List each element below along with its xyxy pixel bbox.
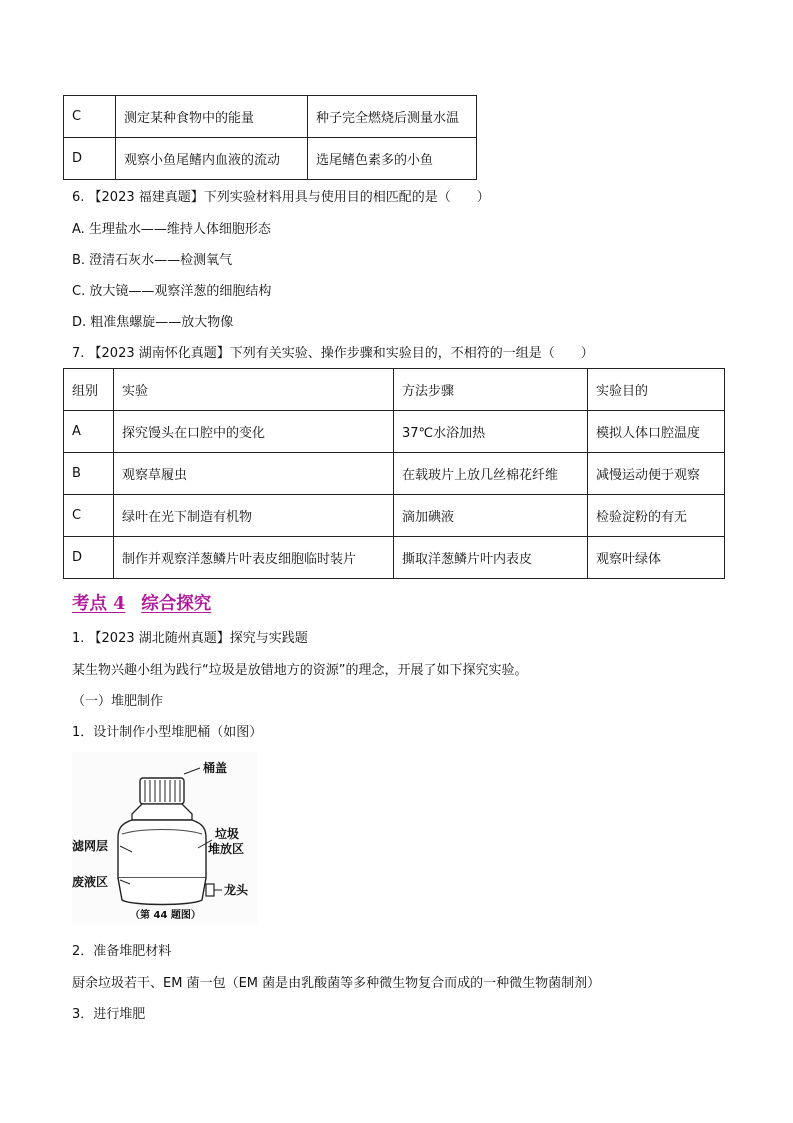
label-liquid: 废液区 — [72, 875, 109, 889]
table-cell: D — [64, 138, 116, 180]
question-1-intro: 某生物兴趣小组为践行“垃圾是放错地方的资源”的理念，开展了如下探究实验。 — [72, 663, 528, 678]
table-cell: B — [64, 453, 114, 495]
table-cell: 探究馒头在口腔中的变化 — [114, 411, 394, 453]
table-header-cell: 组别 — [64, 369, 114, 411]
table-cell: 制作并观察洋葱鳞片叶表皮细胞临时装片 — [114, 537, 394, 579]
table-cell: 撕取洋葱鳞片叶内表皮 — [394, 537, 588, 579]
table-previous-question — [63, 95, 477, 180]
label-waste-area-1: 垃圾 — [215, 827, 240, 841]
compost-bin-illustration — [72, 752, 257, 924]
table-row — [64, 411, 725, 453]
table-row — [64, 537, 725, 579]
tap-shape — [206, 884, 214, 896]
table-cell: D — [64, 537, 114, 579]
step-2: 2．准备堆肥材料 — [72, 944, 172, 959]
table-cell: 种子完全燃烧后测量水温 — [308, 96, 477, 138]
step-1: 1．设计制作小型堆肥桶（如图） — [72, 725, 263, 740]
table-cell: 观察小鱼尾鳍内血液的流动 — [116, 138, 308, 180]
label-tap: 龙头 — [224, 883, 249, 897]
table-cell: 滴加碘液 — [394, 495, 588, 537]
table-question-7 — [63, 368, 725, 579]
table-cell: 模拟人体口腔温度 — [588, 411, 725, 453]
table-cell: 减慢运动便于观察 — [588, 453, 725, 495]
table-cell: 选尾鳍色素多的小鱼 — [308, 138, 477, 180]
table-row — [64, 96, 477, 138]
section-title: 综合探究 — [141, 594, 212, 614]
table-header-row — [64, 369, 725, 411]
question-6-option-a: A. 生理盐水——维持人体细胞形态 — [72, 222, 271, 237]
table-cell: C — [64, 96, 116, 138]
question-6-option-b: B. 澄清石灰水——检测氧气 — [72, 253, 233, 268]
table-row — [64, 453, 725, 495]
table-cell: 检验淀粉的有无 — [588, 495, 725, 537]
figure-caption: （第 44 题图） — [130, 910, 201, 921]
question-1-stem: 1. 【2023 湖北随州真题】探究与实践题 — [72, 631, 308, 646]
question-6-stem: 6. 【2023 福建真题】下列实验材料用具与使用目的相匹配的是（ ） — [72, 190, 490, 205]
bin-upper-body — [118, 820, 206, 878]
table-header-cell: 实验 — [114, 369, 394, 411]
table-cell: 37℃水浴加热 — [394, 411, 588, 453]
step-3: 3．进行堆肥 — [72, 1007, 146, 1022]
bin-shoulder — [132, 804, 192, 820]
table-cell: 在载玻片上放几丝棉花纤维 — [394, 453, 588, 495]
table-row — [64, 138, 477, 180]
table-cell: 绿叶在光下制造有机物 — [114, 495, 394, 537]
table-cell: A — [64, 411, 114, 453]
section-label: 考点 4 — [72, 594, 126, 614]
part-1-heading: （一）堆肥制作 — [72, 694, 164, 709]
materials-text: 厨余垃圾若干、EM 菌一包（EM 菌是由乳酸菌等多种微生物复合而成的一种微生物菌制剂） — [72, 976, 601, 991]
question-6-option-c: C. 放大镜——观察洋葱的细胞结构 — [72, 284, 272, 299]
section-heading — [72, 590, 211, 615]
label-filter: 滤网层 — [72, 839, 109, 853]
label-waste-area-2: 堆放区 — [208, 842, 245, 856]
table-header-cell: 实验目的 — [588, 369, 725, 411]
lid-shape — [140, 778, 184, 804]
question-7-stem: 7. 【2023 湖南怀化真题】下列有关实验、操作步骤和实验目的，不相符的一组是（ ） — [72, 346, 594, 361]
question-6-option-d: D. 粗准焦螺旋——放大物像 — [72, 315, 234, 330]
table-cell: 观察草履虫 — [114, 453, 394, 495]
liquid-area — [118, 878, 206, 905]
table-header-cell: 方法步骤 — [394, 369, 588, 411]
compost-bin-figure — [72, 752, 257, 924]
table-row — [64, 495, 725, 537]
table-cell: 观察叶绿体 — [588, 537, 725, 579]
label-lid: 桶盖 — [203, 761, 228, 775]
table-cell: 测定某种食物中的能量 — [116, 96, 308, 138]
table-cell: C — [64, 495, 114, 537]
